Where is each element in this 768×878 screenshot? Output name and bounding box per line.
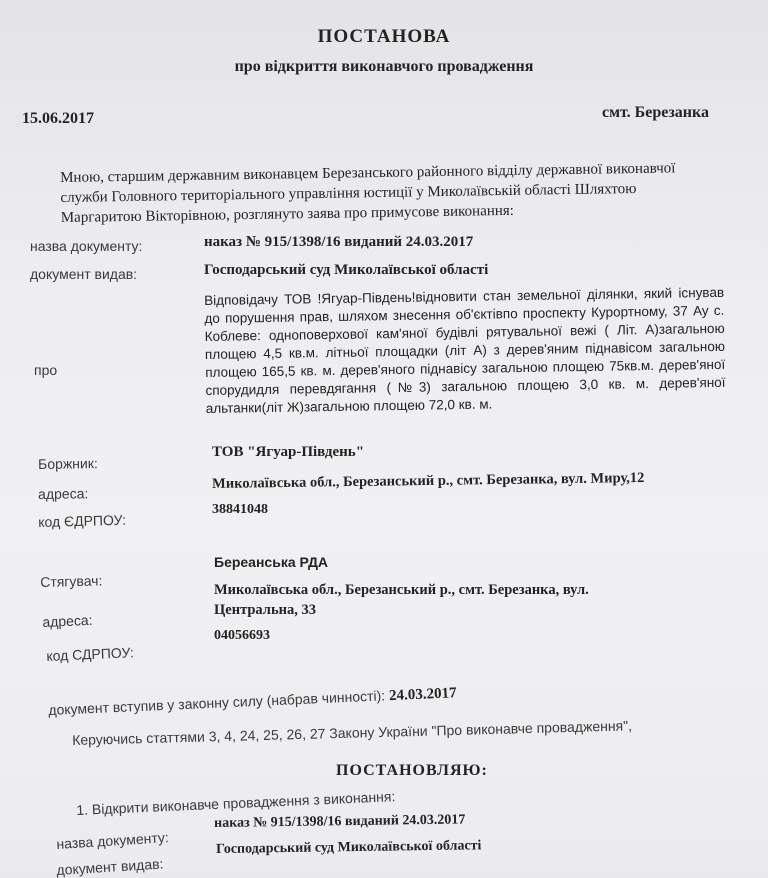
intro-paragraph: Мною, старшим державним виконавцем Березанського районного відділу державної виконавчої служби Головного територіального управління юстиції у Миколаївській області Шляхтою Маргаритою Вікторівною, розглянуто заява про примусове виконання:	[60, 160, 676, 226]
debtor-code: 38841048	[212, 502, 268, 517]
doc-name-value: наказ № 915/1398/16 виданий 24.03.2017	[204, 234, 474, 250]
doc-issued-label: документ видав:	[30, 266, 138, 282]
creditor-address-line2: Центральна, 33	[214, 602, 316, 618]
debtor-address: Миколаївська обл., Березанський р., смт. Березанка, вул. Миру,12	[212, 469, 645, 492]
doc-issued-value: Господарський суд Миколаївської області	[204, 262, 489, 278]
debtor-address-label: адреса:	[38, 485, 89, 502]
doc-name-label: назва документу:	[30, 238, 143, 254]
effect-label: документ вступив у законну силу (набрав чинності):	[48, 687, 386, 718]
effect-date: 24.03.2017	[388, 685, 457, 705]
decree-doc-name-label: назва документу:	[56, 829, 170, 852]
decree-doc-name-value: наказ № 915/1398/16 виданий 24.03.2017	[214, 812, 466, 831]
debtor-name: ТОВ "Ягуар-Південь"	[212, 444, 365, 460]
creditor-name: Береанська РДА	[214, 554, 329, 570]
decree-doc-issued-label: документ видав:	[56, 855, 164, 878]
creditor-address-label: адреса:	[42, 611, 93, 630]
document-place: смт. Березанка	[602, 104, 709, 121]
document-subtitle: про відкриття виконавчого провадження	[234, 58, 534, 75]
debtor-code-label: код ЄДРПОУ:	[38, 511, 127, 530]
decree-doc-issued-value: Господарський суд Миколаївської області	[216, 838, 482, 857]
creditor-code-label: код СДРПОУ:	[46, 644, 135, 664]
document-date: 15.06.2017	[22, 110, 94, 127]
decree-item-1: 1. Відкрити виконавче провадження з виконання:	[76, 788, 396, 818]
law-reference: Керуючись статтями 3, 4, 24, 25, 26, 27 Закону України "Про виконавче провадження",	[72, 717, 633, 748]
creditor-label: Стягувач:	[40, 572, 103, 590]
creditor-code: 04056693	[214, 628, 270, 643]
doc-about-text: Відповідачу ТОВ !Ягуар-Південь!відновити стан земельної ділянки, який існував до порушення прав, шляхом знесення об'єктівпо проспекту Курортному, 37 Ау с. Коблеве: одноповерхової кам'яної будівлі рятувальної вежі ( Літ. А)загальною площею 4,5 кв.м. літньої площадки (літ А) з дерев'яним піднавісом загальною площею 165,5 кв. м. дерев'яного піднавісу загальною площею 75кв.м. дерев'яної спорудидля перевдягання (№3) загальною площею 3,0 кв. м. дерев'яної альтанки(літ Ж)загальною площею 72,0 кв. м.	[204, 284, 726, 416]
doc-about-label: про	[34, 362, 58, 378]
decree-heading: ПОСТАНОВЛЯЮ:	[336, 762, 488, 779]
effect-line	[48, 684, 457, 720]
creditor-address-line1: Миколаївська обл., Березанський р., смт. Березанка, вул.	[214, 582, 589, 598]
document-title: ПОСТАНОВА	[317, 26, 451, 47]
debtor-label: Боржник:	[38, 455, 98, 472]
